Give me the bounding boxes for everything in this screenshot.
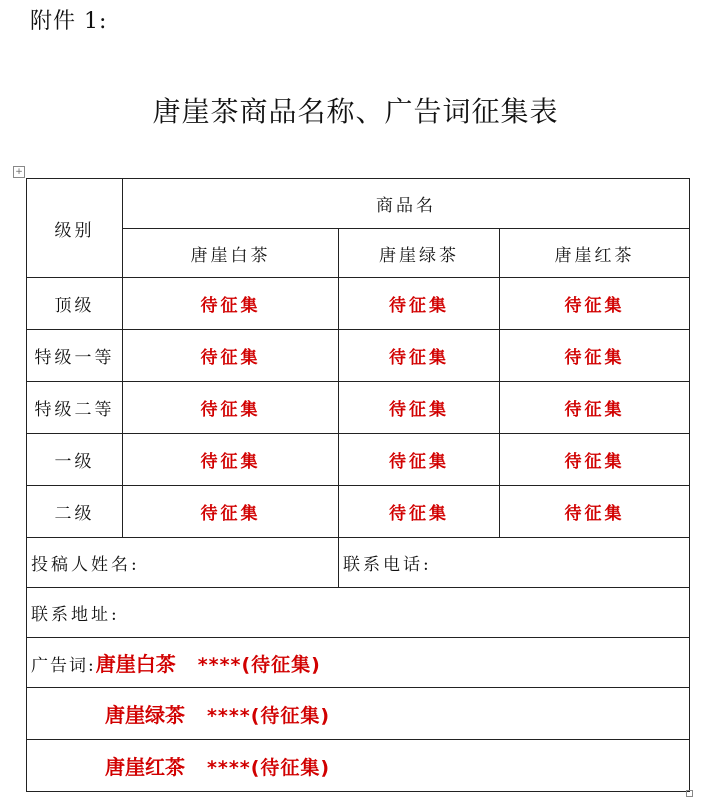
table-move-handle-icon[interactable]: + xyxy=(13,166,25,178)
ad-slogan-row-green[interactable] xyxy=(27,688,690,740)
pending-cell: 待征集 xyxy=(500,382,690,434)
ad-product-name: 唐崖绿茶 xyxy=(105,703,185,727)
pending-cell: 待征集 xyxy=(123,434,339,486)
product-header-white-tea: 唐崖白茶 xyxy=(123,229,339,278)
product-header-black-tea: 唐崖红茶 xyxy=(500,229,690,278)
product-header-green-tea: 唐崖绿茶 xyxy=(339,229,500,278)
table-row xyxy=(27,434,690,486)
pending-cell: 待征集 xyxy=(339,278,500,330)
grade-label: 二级 xyxy=(27,486,123,538)
page-title: 唐崖茶商品名称、广告词征集表 xyxy=(152,95,559,128)
submitter-name-field[interactable]: 投稿人姓名: xyxy=(27,538,339,588)
pending-cell: 待征集 xyxy=(123,330,339,382)
ad-slogan-text: ****(待征集) xyxy=(197,654,321,676)
ad-product-name: 唐崖白茶 xyxy=(95,652,176,676)
table-row xyxy=(27,330,690,382)
ad-product-name: 唐崖红茶 xyxy=(105,755,185,779)
pending-cell: 待征集 xyxy=(500,330,690,382)
pending-cell: 待征集 xyxy=(500,486,690,538)
attachment-label: 附件 1: xyxy=(30,9,108,34)
table-row xyxy=(27,486,690,538)
ad-slogan-text: ****(待征集) xyxy=(207,705,331,727)
ad-slogan-label: 广告词: xyxy=(31,656,96,676)
collection-form-table xyxy=(26,178,690,792)
pending-cell: 待征集 xyxy=(339,330,500,382)
grade-label: 特级二等 xyxy=(27,382,123,434)
pending-cell: 待征集 xyxy=(339,434,500,486)
pending-cell: 待征集 xyxy=(339,382,500,434)
grade-header: 级别 xyxy=(27,179,123,278)
ad-slogan-row-white[interactable] xyxy=(27,638,690,688)
pending-cell: 待征集 xyxy=(123,278,339,330)
pending-cell: 待征集 xyxy=(123,486,339,538)
grade-label: 顶级 xyxy=(27,278,123,330)
pending-cell: 待征集 xyxy=(339,486,500,538)
ad-slogan-row-black[interactable] xyxy=(27,740,690,792)
ad-slogan-text: ****(待征集) xyxy=(207,757,331,779)
contact-phone-field[interactable]: 联系电话: xyxy=(339,538,690,588)
grade-label: 特级一等 xyxy=(27,330,123,382)
table-row xyxy=(27,278,690,330)
grade-label: 一级 xyxy=(27,434,123,486)
product-name-header: 商品名 xyxy=(123,179,690,229)
table-resize-handle[interactable] xyxy=(686,790,693,797)
pending-cell: 待征集 xyxy=(500,278,690,330)
pending-cell: 待征集 xyxy=(500,434,690,486)
table-row xyxy=(27,382,690,434)
pending-cell: 待征集 xyxy=(123,382,339,434)
contact-address-field[interactable]: 联系地址: xyxy=(27,588,690,638)
